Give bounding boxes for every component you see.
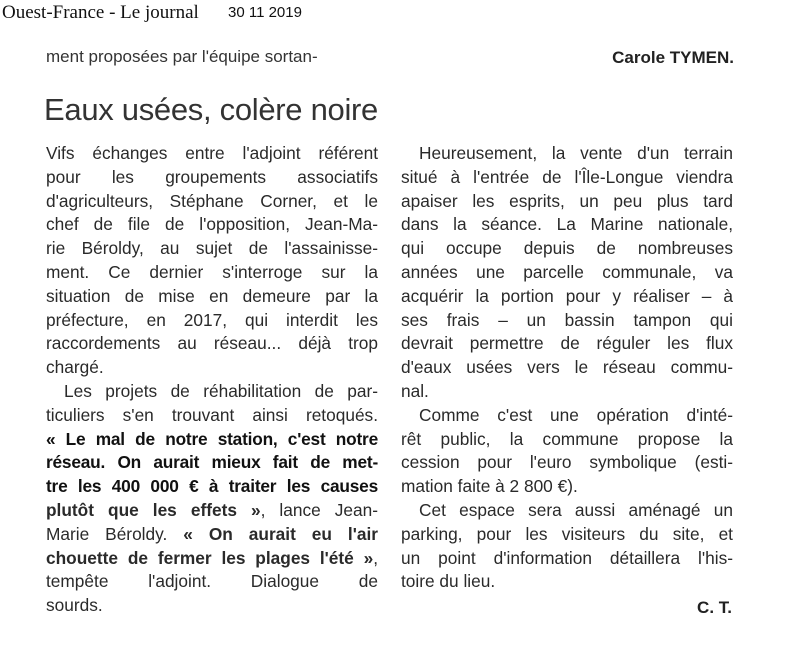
mixed-line xyxy=(46,523,378,547)
previous-article-author: Carole TYMEN. xyxy=(612,48,734,67)
text-line: Heureusement, la vente d'un terrain xyxy=(419,143,733,163)
text-fragment: , lance Jean- xyxy=(260,499,378,520)
article-signature: C. T. xyxy=(697,598,732,617)
text-line: Les projets de réhabilitation de par- xyxy=(64,380,378,401)
source-title: Ouest-France - Le journal xyxy=(2,2,199,23)
article-headline: Eaux usées, colère noire xyxy=(44,92,378,127)
text-fragment: , xyxy=(373,547,378,568)
quote-line: « Le mal de notre station, c'est notre xyxy=(46,428,378,449)
text-line: raccordements au réseau... déjà trop xyxy=(46,333,378,354)
text-line: mation faite à 2 800 €). xyxy=(401,476,578,497)
text-line: qui occupe depuis de nombreuses xyxy=(401,238,733,259)
text-line: un point d'information détaillera l'his- xyxy=(401,547,733,568)
text-line: sourds. xyxy=(46,595,103,616)
mixed-line xyxy=(46,499,378,523)
text-line: parking, pour les visiteurs du site, et xyxy=(401,523,733,544)
text-line: d'eaux usées vers le réseau commu- xyxy=(401,357,733,378)
text-line: chef de file de l'opposition, Jean-Ma- xyxy=(46,214,378,235)
source-date: 30 11 2019 xyxy=(228,4,302,21)
text-line: nal. xyxy=(401,380,429,401)
text-line: apaiser les esprits, un peu plus tard xyxy=(401,190,733,211)
text-line: acquérir la portion pour y réaliser – à xyxy=(401,285,733,306)
text-line: Cet espace sera aussi aménagé un xyxy=(419,499,733,520)
text-line: situation de mise en demeure par la xyxy=(46,285,378,306)
text-line: Comme c'est une opération d'inté- xyxy=(419,404,733,425)
text-line: situé à l'entrée de l'Île-Longue viendra xyxy=(401,166,733,187)
previous-article-text: ment proposées par l'équipe sortan- xyxy=(46,47,318,66)
text-line: cession pour l'euro symbolique (esti- xyxy=(401,452,733,473)
text-line: Vifs échanges entre l'adjoint référent xyxy=(46,143,378,163)
text-line: pour les groupements associatifs xyxy=(46,166,378,187)
quote-fragment: plutôt que les effets » xyxy=(46,499,261,520)
article-column-left xyxy=(46,142,378,618)
text-line: d'agriculteurs, Stéphane Corner, et le xyxy=(46,190,378,211)
article-column-right xyxy=(401,142,733,594)
text-line: rêt public, la commune propose la xyxy=(401,428,733,449)
text-line: devrait permettre de réguler les flux xyxy=(401,333,733,354)
quote-fragment: chouette de fermer les plages l'été » xyxy=(46,547,374,568)
text-line: ment. Ce dernier s'interroge sur la xyxy=(46,261,378,282)
mixed-line xyxy=(46,547,378,571)
text-line: toire du lieu. xyxy=(401,571,496,592)
text-line: années une parcelle communale, va xyxy=(401,261,733,282)
text-line: ticuliers s'en trouvant ainsi retoqués. xyxy=(46,404,378,425)
text-line: chargé. xyxy=(46,357,104,378)
text-fragment: Marie Béroldy. xyxy=(46,523,184,544)
text-line: préfecture, en 2017, qui interdit les xyxy=(46,309,378,330)
text-line: dans la séance. La Marine nationale, xyxy=(401,214,733,235)
text-line: rie Béroldy, au sujet de l'assainisse- xyxy=(46,238,378,259)
text-line: tempête l'adjoint. Dialogue de xyxy=(46,571,378,592)
quote-line: tre les 400 000 € à traiter les causes xyxy=(46,476,378,497)
text-line: ses frais – un bassin tampon qui xyxy=(401,309,733,330)
quote-line: réseau. On aurait mieux fait de met- xyxy=(46,452,378,473)
quote-fragment: « On aurait eu l'air xyxy=(183,523,378,544)
